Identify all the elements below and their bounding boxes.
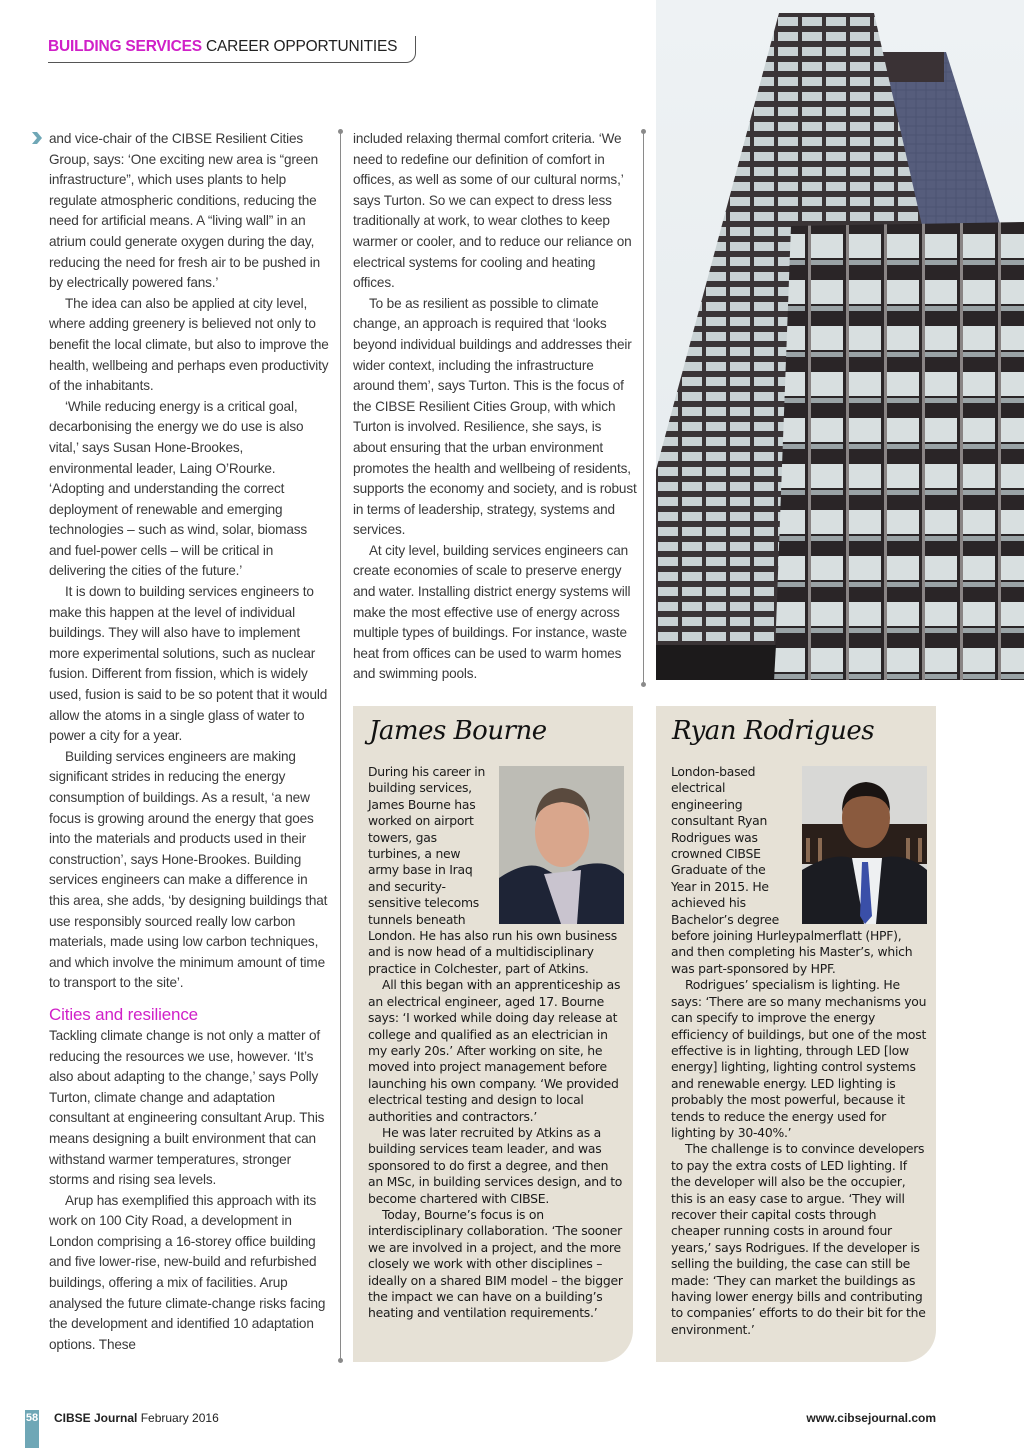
website-link[interactable]: www.cibsejournal.com	[806, 1411, 936, 1425]
subsection-name: CAREER OPPORTUNITIES	[206, 38, 398, 55]
section-header	[48, 36, 416, 63]
article-column-2	[353, 129, 638, 685]
paragraph: At city level, building services engineers can create economies of scale to preserve energy and water. Installing district energy systems will make the most effective use of energy across multiple types of buildings. For instance, waste heat from offices can be used to warm homes and swimming pools.	[353, 542, 631, 682]
column-divider	[643, 131, 644, 685]
paragraph: Arup has exemplified this approach with its work on 100 City Road, a development in London comprising a 16-storey office building and five lower-rise, new-build and refurbished buildings, offering a mix of facilities. Arup analysed the future climate-change risks facing the development and identified 10 adaptation options. These	[49, 1192, 326, 1352]
paragraph: Building services engineers are making significant strides in reducing the energy consumption of buildings. As a result, ‘a new focus is growing around the energy that goes into the materials and products used in their construction’, says Hone-Brookes. Building services engineers can make a difference in this area, she adds, ‘by designing buildings that use responsibly sourced really low carbon materials, made using low carbon techniques, and which involve the minimum amount of time to transport to the site’.	[49, 748, 328, 991]
profile-name: James Bourne	[369, 716, 547, 746]
profile-body	[368, 764, 624, 1322]
building-photo	[656, 0, 1024, 680]
paragraph: The idea can also be applied at city level, where adding greenery is believed not only to benefit the local climate, but also to improve the health, wellbeing and perhaps even productivity of the inhabitants.	[49, 295, 329, 394]
section-kicker	[48, 38, 397, 56]
paragraph: and vice-chair of the CIBSE Resilient Cities Group, says: ‘One exciting new area is “green infrastructure”, which uses plants to help regulate atmospheric conditions, reducing the need for artificial means. A “living wall” in an atrium could generate oxygen during the day, reducing the need for fresh air to be pushed in by electrically powered fans.’	[49, 131, 321, 291]
paragraph: included relaxing thermal comfort criteria. ‘We need to redefine our definition of comfort in offices, as well as some of our cultural norms,’ says Turton. So we can expect to dress less traditionally at work, to wear clothes to keep warmer or cooler, and to reduce our reliance on electrical systems for cooling and heating offices.	[353, 131, 632, 291]
portrait-ryan-rodrigues	[802, 766, 927, 924]
publication-name: CIBSE Journal	[54, 1411, 138, 1425]
profile-name: Ryan Rodrigues	[672, 716, 875, 746]
paragraph: The challenge is to convince developers to pay the extra costs of LED lighting. If the developer will also be the occupier, this is an easy case to argue. ‘They will recover their capital costs through cheaper running costs in around four years,’ says Rodrigues. If the developer is selling the building, the case can still be made: ‘They can market the buildings as having lower energy bills and contributing to companies’ efforts to do their bit for the environment.’	[671, 1141, 926, 1337]
paragraph: Rodrigues’ specialism is lighting. He says: ‘There are so many mechanisms you can specify to improve the energy efficiency of buildings, but one of the most effective is in lighting, through LED [low energy] lighting, lighting control systems and renewable energy. LED lighting is probably the most powerful, because it tends to reduce the energy used for lighting by 30-40%.’	[671, 977, 927, 1140]
paragraph: To be as resilient as possible to climate change, an approach is required that ‘looks beyond individual buildings and addresses their wider context, including the infrastructure around them’, says Turton. This is the focus of the CIBSE Resilient Cities Group, with which Turton is involved. Resilience, she says, is about ensuring that the urban environment promotes the health and wellbeing of residents, supports the economy and society, and is robust in terms of leadership, strategy, systems and services.	[353, 295, 637, 538]
section-name: BUILDING SERVICES	[48, 38, 202, 55]
publication-info	[54, 1411, 219, 1425]
paragraph: All this began with an apprenticeship as an electrical engineer, aged 17. Bourne says: ‘I worked while doing day release at college and qualified as an electrician in my early 20s.’ After working on site, he moved into project management before launching his own company. ‘We provided electrical testing and design to local authorities and contractors.’	[368, 977, 621, 1124]
paragraph: It is down to building services engineers to make this happen at the level of individual buildings. They will also have to implement more experimental solutions, such as nuclear fusion. Different from fission, which is widely used, fusion is said to be so potent that it would allow the atoms in a single glass of water to power a city for a year.	[49, 584, 328, 744]
issue-date: February 2016	[140, 1411, 219, 1425]
paragraph: ‘While reducing energy is a critical goal, decarbonising the energy we do use is also vital,’ says Susan Hone-Brookes, environmental leader, Laing O’Rourke. ‘Adopting and understanding the correct deployment of renewable and emerging technologies – such as wind, solar, biomass and fuel-power cells – will be critical in delivering the cities of the future.’	[49, 398, 308, 579]
profile-card-james-bourne	[353, 706, 633, 1362]
portrait-photo	[499, 766, 624, 924]
column-divider	[340, 131, 341, 1361]
page-number: 58	[25, 1410, 39, 1448]
article-column-1	[49, 129, 329, 1355]
paragraph: During his career in building services, James Bourne has worked on airport towers, gas turbines, a new army base in Iraq and security-sensitive telecoms tunnels beneath London. He has also run his own business and is now head of a multidisciplinary practice in Colchester, part of Atkins.	[368, 764, 617, 976]
portrait-james-bourne	[499, 766, 624, 924]
paragraph: Tackling climate change is not only a matter of reducing the resources we use, however. ‘It’s also about adapting to the change,’ says Polly Turton, climate change and adaptation consultant at engineering consultant Arup. This means designing a built environment that can withstand warmer temperatures, stronger storms and rising sea levels.	[49, 1027, 325, 1188]
profile-card-ryan-rodrigues	[656, 706, 936, 1362]
subheading: Cities and resilience	[49, 1004, 198, 1024]
paragraph: He was later recruited by Atkins as a building services team leader, and was sponsored to do first a degree, and then an MSc, in building services design, and to become chartered with CIBSE.	[368, 1124, 623, 1206]
profile-body	[671, 764, 927, 1338]
chevron-right-icon	[31, 132, 42, 144]
paragraph: London-based electrical engineering consultant Ryan Rodrigues was crowned CIBSE Graduate of the Year in 2015. He achieved his Bachelor’s degree before joining Hurleypalmerflatt (HPF), and then completing his Master’s, which was part-sponsored by HPF.	[671, 764, 913, 976]
paragraph: Today, Bourne’s focus is on interdisciplinary collaboration. ‘The sooner we are involved in a project, and the more closely we work with other disciplines – ideally on a shared BIM model – the bigger the impact we can have on a building’s heating and ventilation requirements.’	[368, 1206, 623, 1321]
tower-illustration	[656, 0, 1024, 680]
portrait-photo	[802, 766, 927, 924]
